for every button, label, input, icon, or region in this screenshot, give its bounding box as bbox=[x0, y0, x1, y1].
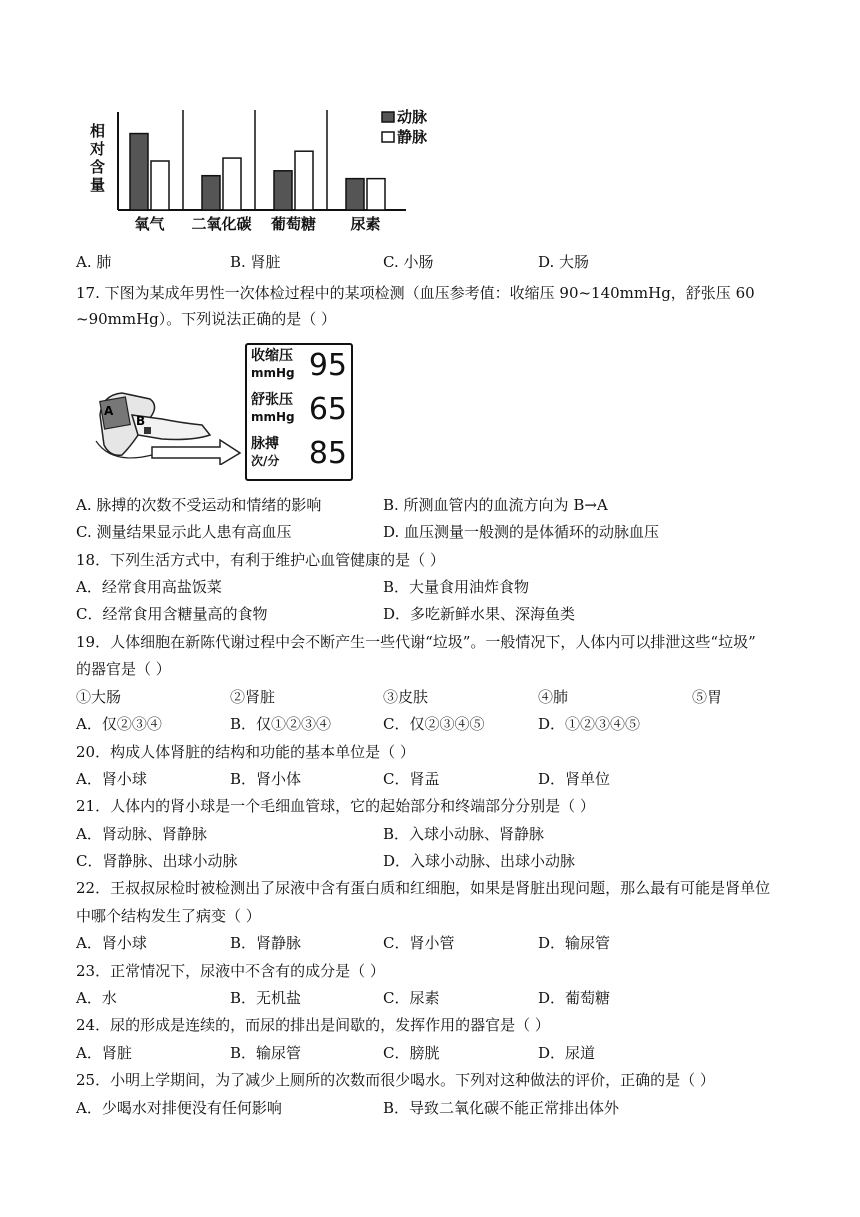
arm-cuff-illustration bbox=[92, 385, 242, 465]
illus-label-b: B bbox=[136, 414, 146, 428]
q20-option-b[interactable]: B．肾小体 bbox=[230, 770, 302, 788]
chart-ylabel bbox=[89, 122, 105, 194]
q18-stem: 18．下列生活方式中，有利于维护心血管健康的是（ ） bbox=[76, 551, 445, 569]
q17-stem-line2: ~90mmHg）。下列说法正确的是（ ） bbox=[76, 310, 337, 328]
q18-option-a[interactable]: A．经常食用高盐饭菜 bbox=[76, 578, 222, 596]
pulse-value: 85 bbox=[308, 436, 347, 471]
illus-label-a: A bbox=[104, 404, 114, 418]
q24-stem: 24．尿的形成是连续的，而尿的排出是间歇的，发挥作用的器官是（ ） bbox=[76, 1016, 550, 1034]
x-tick-label: 葡萄糖 bbox=[270, 215, 317, 233]
q20-stem: 20．构成人体肾脏的结构和功能的基本单位是（ ） bbox=[76, 743, 415, 761]
y-label-char: 量 bbox=[90, 176, 106, 194]
q20-option-c[interactable]: C．肾盂 bbox=[383, 770, 440, 788]
legend-swatch bbox=[382, 112, 394, 122]
bar-动脉-二氧化碳 bbox=[202, 176, 220, 210]
q21-stem: 21．人体内的肾小球是一个毛细血管球，它的起始部分和终端部分分别是（ ） bbox=[76, 797, 595, 815]
x-tick-label: 二氧化碳 bbox=[191, 215, 252, 233]
q20-option-a[interactable]: A．肾小球 bbox=[76, 770, 147, 788]
q24-option-a[interactable]: A．肾脏 bbox=[76, 1044, 132, 1062]
diastolic-unit: mmHg bbox=[251, 410, 295, 424]
q16-option-d[interactable]: D. 大肠 bbox=[538, 253, 590, 271]
q21-option-d[interactable]: D．入球小动脉、出球小动脉 bbox=[383, 852, 576, 870]
q19-item-4: ④肺 bbox=[538, 688, 569, 706]
systolic-value: 95 bbox=[308, 348, 347, 383]
x-tick-label: 尿素 bbox=[350, 215, 381, 233]
q24-option-b[interactable]: B．输尿管 bbox=[230, 1044, 302, 1062]
q19-option-b[interactable]: B．仅①②③④ bbox=[230, 715, 332, 733]
q25-option-a[interactable]: A．少喝水对排便没有任何影响 bbox=[76, 1099, 282, 1117]
pulse-unit: 次/分 bbox=[251, 454, 280, 468]
systolic-unit: mmHg bbox=[251, 366, 295, 380]
q19-item-2: ②肾脏 bbox=[230, 688, 276, 706]
q19-item-3: ③皮肤 bbox=[383, 688, 429, 706]
q21-option-c[interactable]: C．肾静脉、出球小动脉 bbox=[76, 852, 238, 870]
q23-option-a[interactable]: A．水 bbox=[76, 989, 117, 1007]
q23-option-c[interactable]: C．尿素 bbox=[383, 989, 440, 1007]
q25-stem: 25．小明上学期间，为了减少上厕所的次数而很少喝水。下列对这种做法的评价，正确的是（ ） bbox=[76, 1071, 715, 1089]
q17-option-b[interactable]: B. 所测血管内的血流方向为 B→A bbox=[383, 496, 608, 514]
q21-option-a[interactable]: A．肾动脉、肾静脉 bbox=[76, 825, 207, 843]
q17-stem-line1: 17. 下图为某成年男性一次体检过程中的某项检测（血压参考值：收缩压 90~140mmHg，舒张压 60 bbox=[76, 284, 755, 302]
q19-item-1: ①大肠 bbox=[76, 688, 122, 706]
bar-静脉-氧气 bbox=[151, 161, 169, 210]
bar-静脉-葡萄糖 bbox=[295, 151, 313, 210]
pulse-label: 脉搏 bbox=[251, 436, 279, 452]
q16-option-b[interactable]: B. 肾脏 bbox=[230, 253, 281, 271]
q19-option-a[interactable]: A．仅②③④ bbox=[76, 715, 162, 733]
q16-option-c[interactable]: C. 小肠 bbox=[383, 253, 434, 271]
q16-option-a[interactable]: A. 肺 bbox=[76, 253, 112, 271]
q24-option-d[interactable]: D．尿道 bbox=[538, 1044, 596, 1062]
q22-option-a[interactable]: A．肾小球 bbox=[76, 934, 147, 952]
q23-stem: 23．正常情况下，尿液中不含有的成分是（ ） bbox=[76, 962, 385, 980]
q17-option-c[interactable]: C. 测量结果显示此人患有高血压 bbox=[76, 523, 292, 541]
y-label-char: 对 bbox=[90, 140, 106, 158]
q22-option-b[interactable]: B．肾静脉 bbox=[230, 934, 302, 952]
legend-swatch bbox=[382, 132, 394, 142]
q17-option-a[interactable]: A. 脉搏的次数不受运动和情绪的影响 bbox=[76, 496, 322, 514]
q20-option-d[interactable]: D．肾单位 bbox=[538, 770, 611, 788]
q22-option-d[interactable]: D．输尿管 bbox=[538, 934, 611, 952]
q19-option-d[interactable]: D．①②③④⑤ bbox=[538, 715, 641, 733]
q19-stem-line2: 的器官是（ ） bbox=[76, 660, 171, 678]
q23-option-d[interactable]: D．葡萄糖 bbox=[538, 989, 611, 1007]
x-tick-label: 氧气 bbox=[134, 215, 165, 233]
legend-label: 静脉 bbox=[397, 128, 428, 146]
diastolic-value: 65 bbox=[308, 392, 347, 427]
systolic-label: 收缩压 bbox=[251, 348, 293, 364]
q22-stem-line1: 22．王叔叔尿检时被检测出了尿液中含有蛋白质和红细胞，如果是肾脏出现问题，那么最有可能是肾单位 bbox=[76, 879, 771, 897]
legend-label: 动脉 bbox=[397, 108, 428, 126]
q19-stem-line1: 19．人体细胞在新陈代谢过程中会不断产生一些代谢“垃圾”。一般情况下，人体内可以排泄这些“垃圾” bbox=[76, 633, 756, 651]
diastolic-label: 舒张压 bbox=[251, 392, 293, 408]
bar-动脉-尿素 bbox=[346, 179, 364, 210]
bar-静脉-尿素 bbox=[367, 179, 385, 210]
bar-静脉-二氧化碳 bbox=[223, 158, 241, 210]
bp-monitor-display bbox=[245, 343, 353, 481]
bar-动脉-氧气 bbox=[130, 134, 148, 210]
q21-option-b[interactable]: B．入球小动脉、肾静脉 bbox=[383, 825, 545, 843]
q24-option-c[interactable]: C．膀胱 bbox=[383, 1044, 440, 1062]
q22-option-c[interactable]: C．肾小管 bbox=[383, 934, 455, 952]
q23-option-b[interactable]: B．无机盐 bbox=[230, 989, 302, 1007]
q25-option-b[interactable]: B．导致二氧化碳不能正常排出体外 bbox=[383, 1099, 620, 1117]
q22-stem-line2: 中哪个结构发生了病变（ ） bbox=[76, 907, 261, 925]
q19-item-5: ⑤胃 bbox=[692, 688, 723, 706]
y-label-char: 含 bbox=[90, 158, 106, 176]
q18-option-d[interactable]: D．多吃新鲜水果、深海鱼类 bbox=[383, 605, 576, 623]
y-label-char: 相 bbox=[90, 122, 106, 140]
q19-option-c[interactable]: C．仅②③④⑤ bbox=[383, 715, 485, 733]
q17-option-d[interactable]: D. 血压测量一般测的是体循环的动脉血压 bbox=[383, 523, 660, 541]
bar-chart bbox=[88, 100, 428, 250]
q18-option-b[interactable]: B．大量食用油炸食物 bbox=[383, 578, 530, 596]
q18-option-c[interactable]: C．经常食用含糖量高的食物 bbox=[76, 605, 268, 623]
bar-动脉-葡萄糖 bbox=[274, 171, 292, 210]
